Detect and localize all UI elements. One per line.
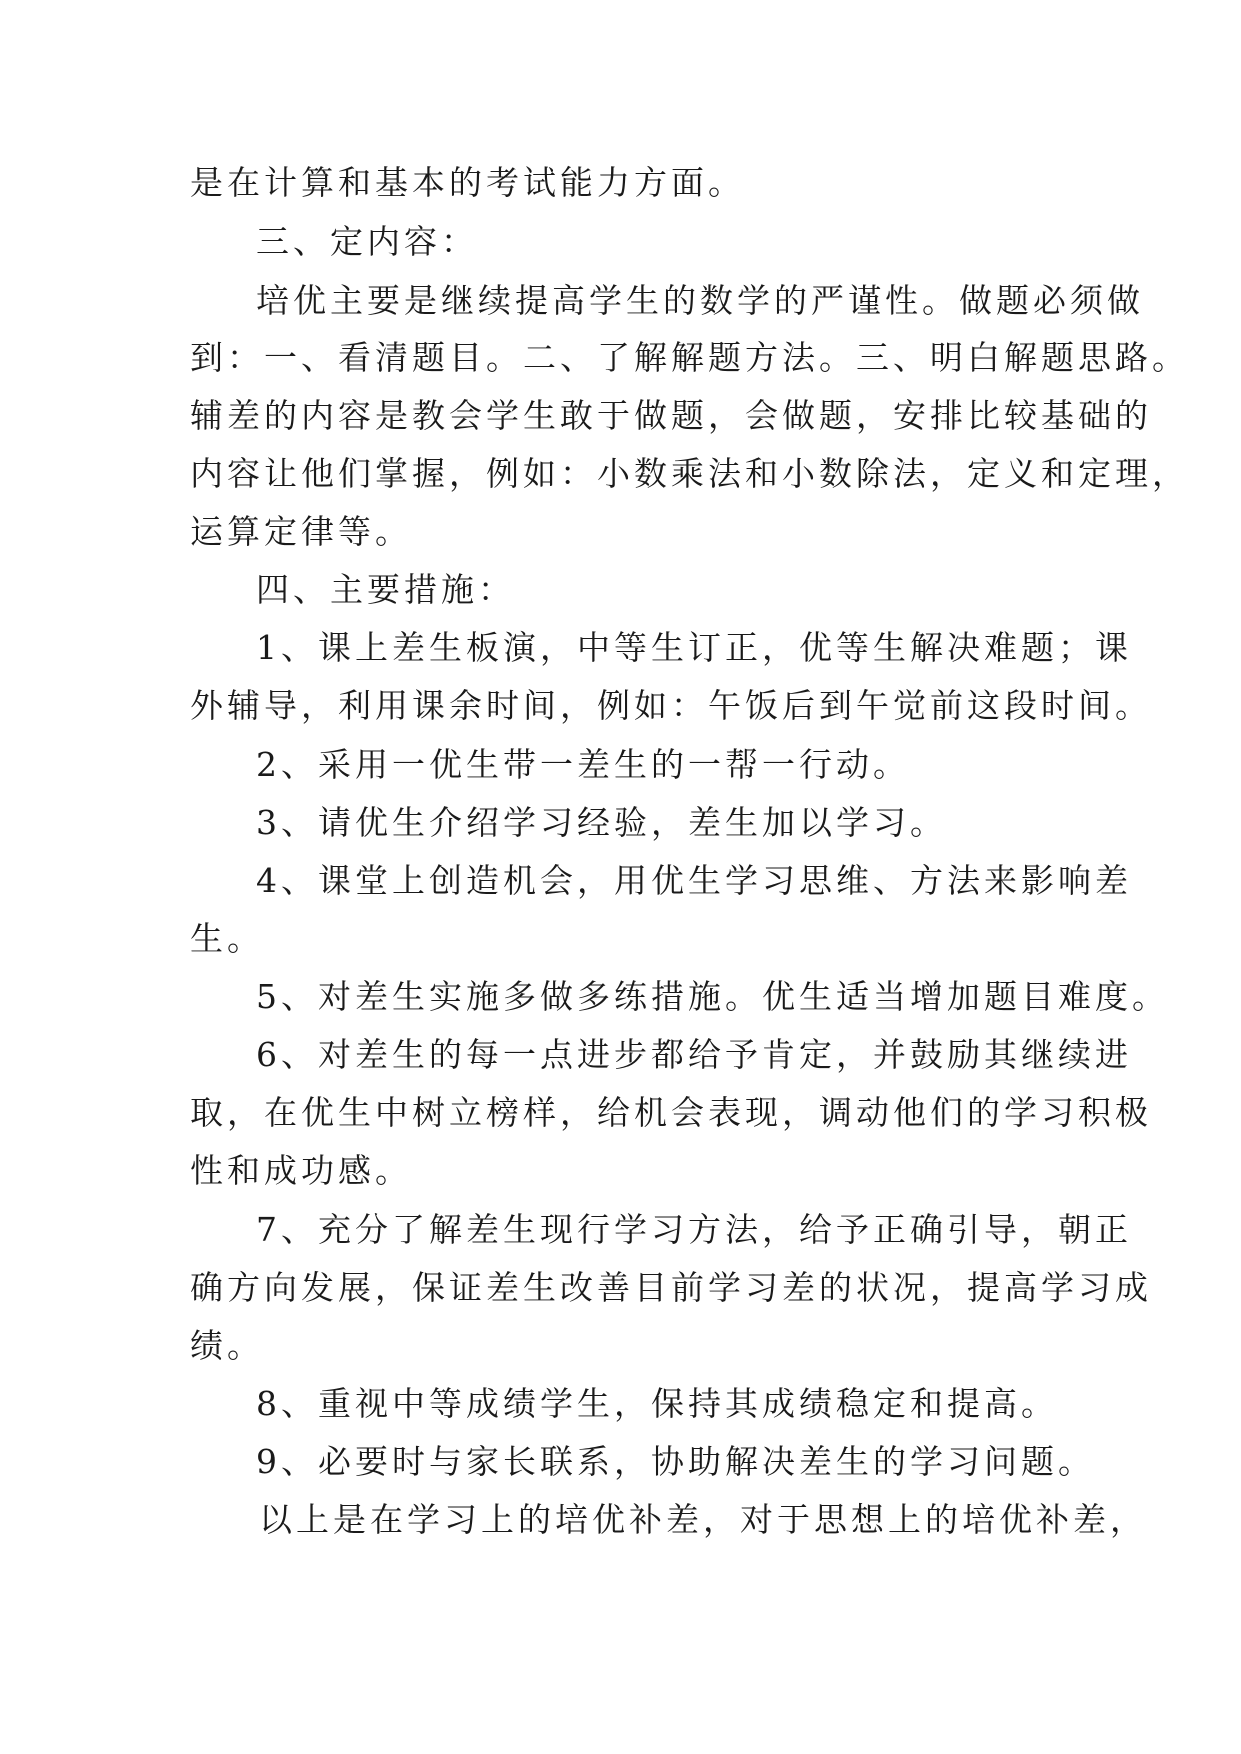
text-line: 培优主要是继续提高学生的数学的严谨性。做题必须做: [256, 281, 1144, 320]
list-item: 2、采用一优生带一差生的一帮一行动。: [256, 745, 910, 784]
text-line: 绩。: [190, 1326, 264, 1365]
list-item: 8、重视中等成绩学生，保持其成绩稳定和提高。: [256, 1384, 1058, 1423]
text-line: 辅差的内容是教会学生敢于做题，会做题，安排比较基础的: [190, 396, 1152, 435]
list-item: 3、请优生介绍学习经验，差生加以学习。: [256, 803, 947, 842]
text-line: 运算定律等。: [190, 512, 412, 551]
text-line: 到：一、看清题目。二、了解解题方法。三、明白解题思路。: [190, 338, 1189, 377]
list-item: 1、课上差生板演，中等生订正，优等生解决难题；课: [256, 628, 1132, 667]
list-item: 5、对差生实施多做多练措施。优生适当增加题目难度。: [256, 977, 1169, 1016]
text-line: 是在计算和基本的考试能力方面。: [190, 163, 745, 202]
section-heading: 三、定内容：: [256, 222, 478, 261]
section-heading: 四、主要措施：: [256, 570, 515, 609]
list-item: 7、充分了解差生现行学习方法，给予正确引导，朝正: [256, 1210, 1132, 1249]
text-line: 取，在优生中树立榜样，给机会表现，调动他们的学习积极: [190, 1093, 1152, 1132]
text-line: 内容让他们掌握，例如：小数乘法和小数除法，定义和定理，: [190, 454, 1189, 493]
text-line: 外辅导，利用课余时间，例如：午饭后到午觉前这段时间。: [190, 686, 1152, 725]
text-line: 生。: [190, 919, 264, 958]
list-item: 6、对差生的每一点进步都给予肯定，并鼓励其继续进: [256, 1035, 1132, 1074]
text-line: 性和成功感。: [190, 1151, 412, 1190]
list-item: 4、课堂上创造机会，用优生学习思维、方法来影响差: [256, 861, 1132, 900]
list-item: 9、必要时与家长联系，协助解决差生的学习问题。: [256, 1442, 1095, 1481]
text-line: 以上是在学习上的培优补差，对于思想上的培优补差，: [259, 1500, 1147, 1539]
text-line: 确方向发展，保证差生改善目前学习差的状况，提高学习成: [190, 1268, 1152, 1307]
